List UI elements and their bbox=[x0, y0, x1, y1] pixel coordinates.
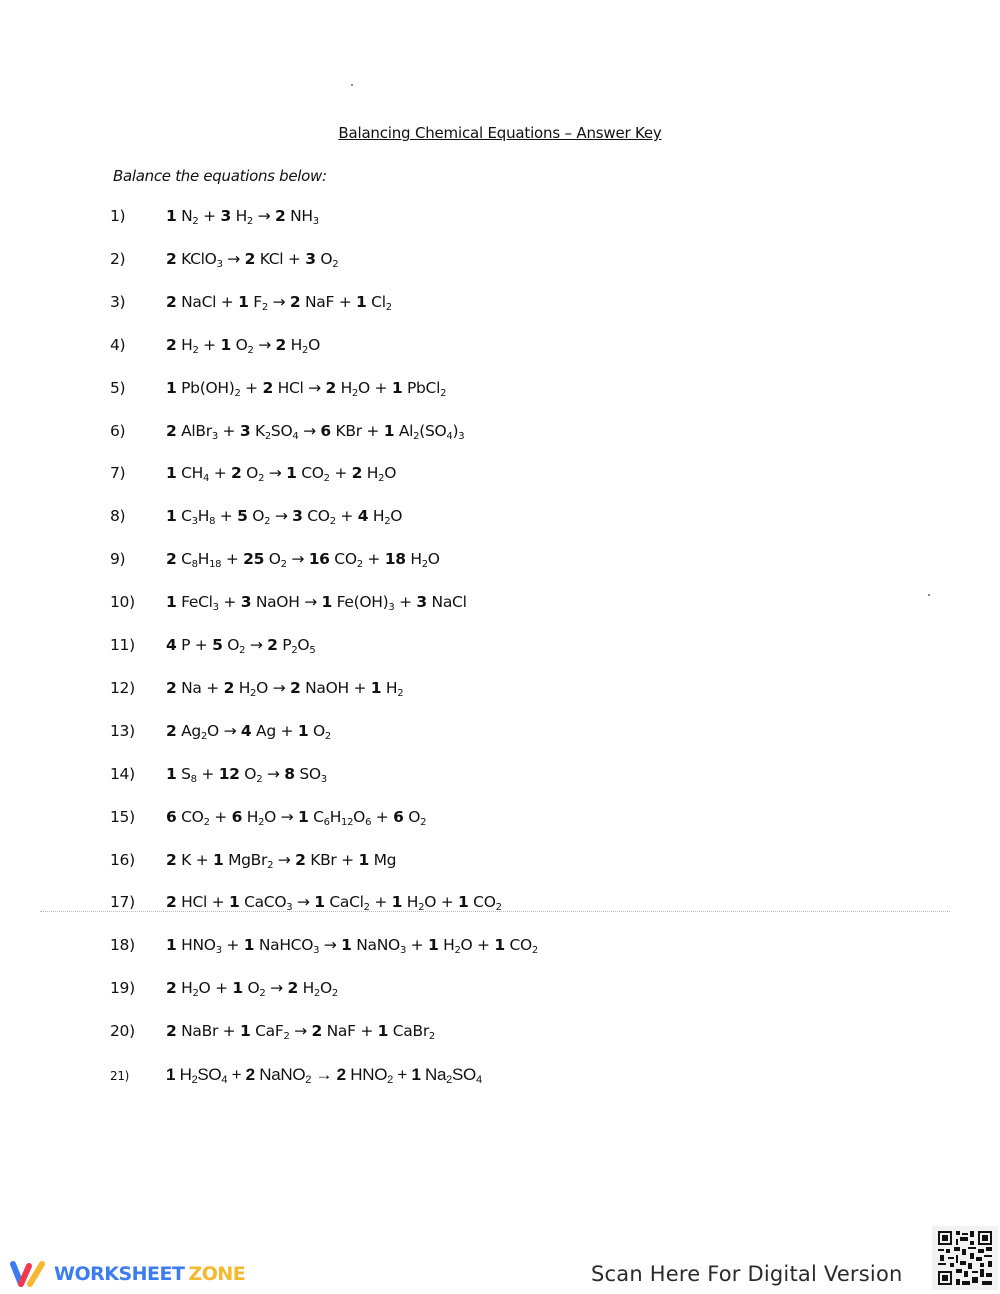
equation-row bbox=[110, 336, 320, 360]
equation-number: 7) bbox=[110, 464, 126, 483]
equation-row bbox=[110, 422, 464, 446]
equation-text: 2 Na + 2 $H_2O \to 2$ NaOH + 1 $H_2$ bbox=[166, 678, 404, 699]
equation-row bbox=[110, 207, 319, 231]
equation-row bbox=[110, 679, 403, 703]
equation-row bbox=[110, 936, 538, 960]
equation-text: 1 $H_2SO_4 + 2$ NaNO$_2$ → 2 $HNO_2 + 1$ $Na_2SO_4$ bbox=[166, 1065, 482, 1086]
equation-number: 9) bbox=[110, 550, 126, 569]
equation-row bbox=[110, 507, 402, 531]
scan-artifact-dotted-line bbox=[40, 911, 950, 912]
equation-number: 12) bbox=[110, 678, 135, 697]
equation-row bbox=[110, 851, 396, 875]
equation-row bbox=[110, 636, 315, 660]
equation-number: 14) bbox=[110, 764, 135, 783]
equation-number: 6) bbox=[110, 421, 126, 440]
scan-speck bbox=[351, 84, 353, 86]
equation-row bbox=[110, 1065, 482, 1089]
equation-number: 11) bbox=[110, 636, 135, 654]
equation-row bbox=[110, 379, 446, 403]
equation-row bbox=[110, 808, 426, 832]
equation-number: 16) bbox=[110, 850, 135, 869]
qr-code-icon[interactable] bbox=[932, 1226, 998, 1290]
equation-row bbox=[110, 250, 338, 274]
equation-number: 5) bbox=[110, 378, 126, 397]
equation-number: 21) bbox=[110, 1069, 130, 1083]
equation-row bbox=[110, 765, 327, 789]
equation-number: 17) bbox=[110, 893, 135, 912]
worksheetzone-logo[interactable] bbox=[8, 1260, 245, 1288]
scan-speck bbox=[928, 594, 930, 596]
equation-text: 1 $N_2 + 3$ $H_2 \to 2$ $NH_3$ bbox=[166, 207, 319, 227]
equation-row bbox=[110, 550, 440, 574]
equation-text: 2 HCl + 1 CaCO$_3$ → 1 CaCl$_2$ + 1 $H_2O + 1$ $CO_2$ bbox=[166, 893, 502, 914]
equation-text: 4 P + 5 $O_2 \to 2$ $P_2O_5$ bbox=[166, 636, 316, 656]
equation-text: 2 K + 1 MgBr$_2$ → 2 KBr + 1 Mg bbox=[166, 850, 397, 871]
equation-row bbox=[110, 464, 396, 488]
equation-text: 2 AlBr$_3$ + 3 $K_2SO_4 \to 6$ KBr + 1 $Al_2(SO_4)_3$ bbox=[166, 421, 465, 442]
equation-text: 2 $H_2O + 1$ $O_2 \to 2$ $H_2O_2$ bbox=[166, 979, 338, 1000]
equation-text: 1 $Pb(OH)_2 + 2$ HCl → 2 $H_2O + 1$ PbCl$_2$ bbox=[166, 378, 447, 399]
scan-here-text: Scan Here For Digital Version bbox=[591, 1262, 903, 1286]
equation-number: 15) bbox=[110, 807, 135, 826]
equation-row bbox=[110, 722, 331, 746]
equation-row bbox=[110, 593, 467, 617]
equation-number: 18) bbox=[110, 936, 135, 955]
equation-text: 2 $C_8H_{18} + 25$ $O_2 \to 16$ $CO_2 + 18$ $H_2O$ bbox=[166, 550, 440, 571]
equation-number: 1) bbox=[110, 207, 126, 225]
logo-icon bbox=[8, 1260, 48, 1288]
equation-number: 4) bbox=[110, 335, 126, 354]
page-title: Balancing Chemical Equations – Answer Key bbox=[338, 124, 662, 142]
equation-text: 1 $CH_4 + 2$ $O_2 \to 1$ $CO_2 + 2$ $H_2O$ bbox=[166, 464, 397, 485]
equation-text: 2 NaBr + 1 CaF$_2$ → 2 NaF + 1 CaBr$_2$ bbox=[166, 1022, 435, 1043]
logo-text bbox=[54, 1263, 245, 1285]
equation-row bbox=[110, 293, 392, 317]
equation-number: 3) bbox=[110, 292, 126, 311]
equation-row bbox=[110, 893, 502, 917]
equation-number: 2) bbox=[110, 249, 126, 268]
equation-text: 1 $HNO_3 + 1$ NaHCO$_3$ → 1 NaNO$_3$ + 1 $H_2O + 1$ $CO_2$ bbox=[166, 936, 538, 957]
equation-text: 2 NaCl + 1 $F_2 \to 2$ NaF + 1 $Cl_2$ bbox=[166, 292, 392, 313]
equation-text: 1 $C_3H_8 + 5$ $O_2 \to 3$ $CO_2 + 4$ $H_2O$ bbox=[166, 507, 403, 528]
equation-number: 8) bbox=[110, 507, 126, 526]
instructions: Balance the equations below: bbox=[113, 167, 327, 185]
logo-text-zone: ZONE bbox=[188, 1263, 246, 1285]
equation-row bbox=[110, 979, 338, 1003]
equation-number: 19) bbox=[110, 979, 135, 998]
equation-text: 1 $S_8 + 12$ $O_2 \to 8$ $SO_3$ bbox=[166, 764, 327, 785]
equation-text: 2 KClO$_3$ → 2 KCl + 3 $O_2$ bbox=[166, 249, 339, 270]
equation-number: 13) bbox=[110, 721, 135, 740]
equation-row bbox=[110, 1022, 435, 1046]
equation-text: 2 $H_2 + 1$ $O_2 \to 2$ $H_2O$ bbox=[166, 335, 320, 356]
equation-number: 20) bbox=[110, 1022, 135, 1041]
equation-text: 6 $CO_2 + 6$ $H_2O \to 1$ $C_6H_{12}O_6 + 6$ $O_2$ bbox=[166, 807, 427, 828]
equation-text: 2 $Ag_2O \to 4$ Ag + 1 $O_2$ bbox=[166, 721, 331, 742]
logo-text-worksheet: WORKSHEET bbox=[54, 1263, 185, 1285]
equation-text: 1 FeCl$_3$ + 3 NaOH → 1 $Fe(OH)_3 + 3$ NaCl bbox=[166, 593, 467, 614]
equation-number: 10) bbox=[110, 593, 135, 612]
